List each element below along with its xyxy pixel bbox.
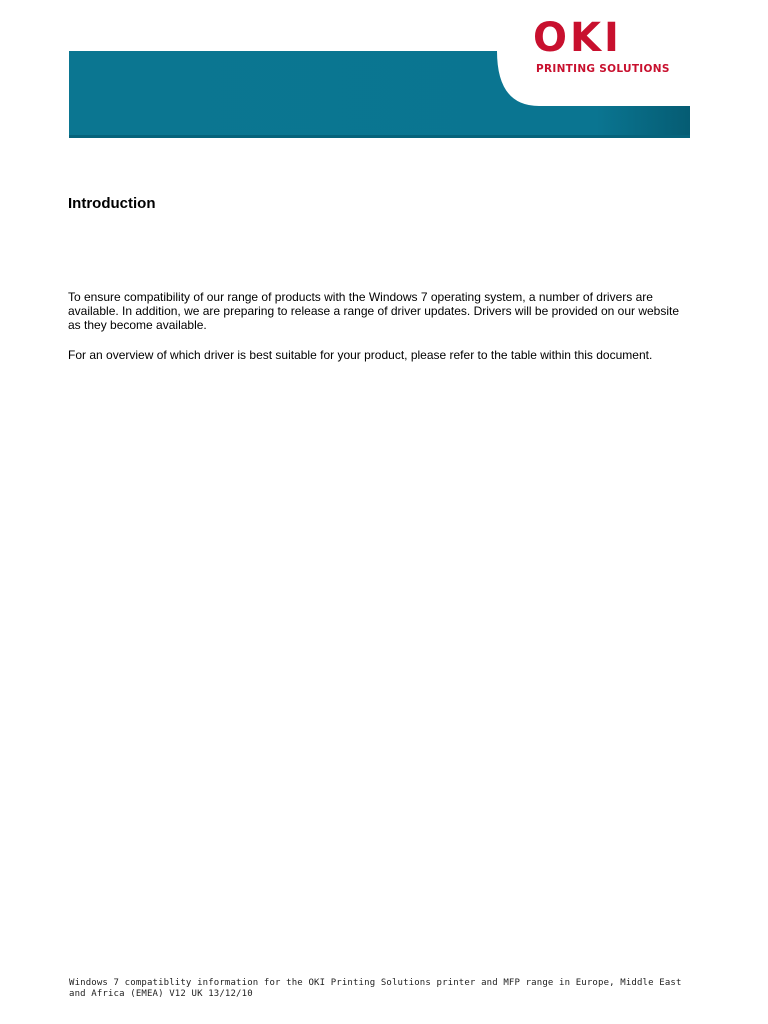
logo-wordmark: OKI: [533, 15, 622, 61]
footer-note: Windows 7 compatiblity information for the OKI Printing Solutions printer and MFP range in Europe, Middle East and Africa (EMEA) V12 UK 13/12/10: [69, 978, 682, 999]
overview-paragraph: For an overview of which driver is best suitable for your product, please refer to the table within this document.: [68, 348, 653, 362]
oki-logo: [533, 15, 673, 80]
logo-tagline: PRINTING SOLUTIONS: [536, 63, 670, 75]
intro-paragraph: To ensure compatibility of our range of products with the Windows 7 operating system, a number of drivers are available. In addition, we are preparing to release a range of driver updates. Drivers will be provided on our website as they become available.: [68, 290, 680, 333]
section-heading: Introduction: [68, 195, 156, 212]
